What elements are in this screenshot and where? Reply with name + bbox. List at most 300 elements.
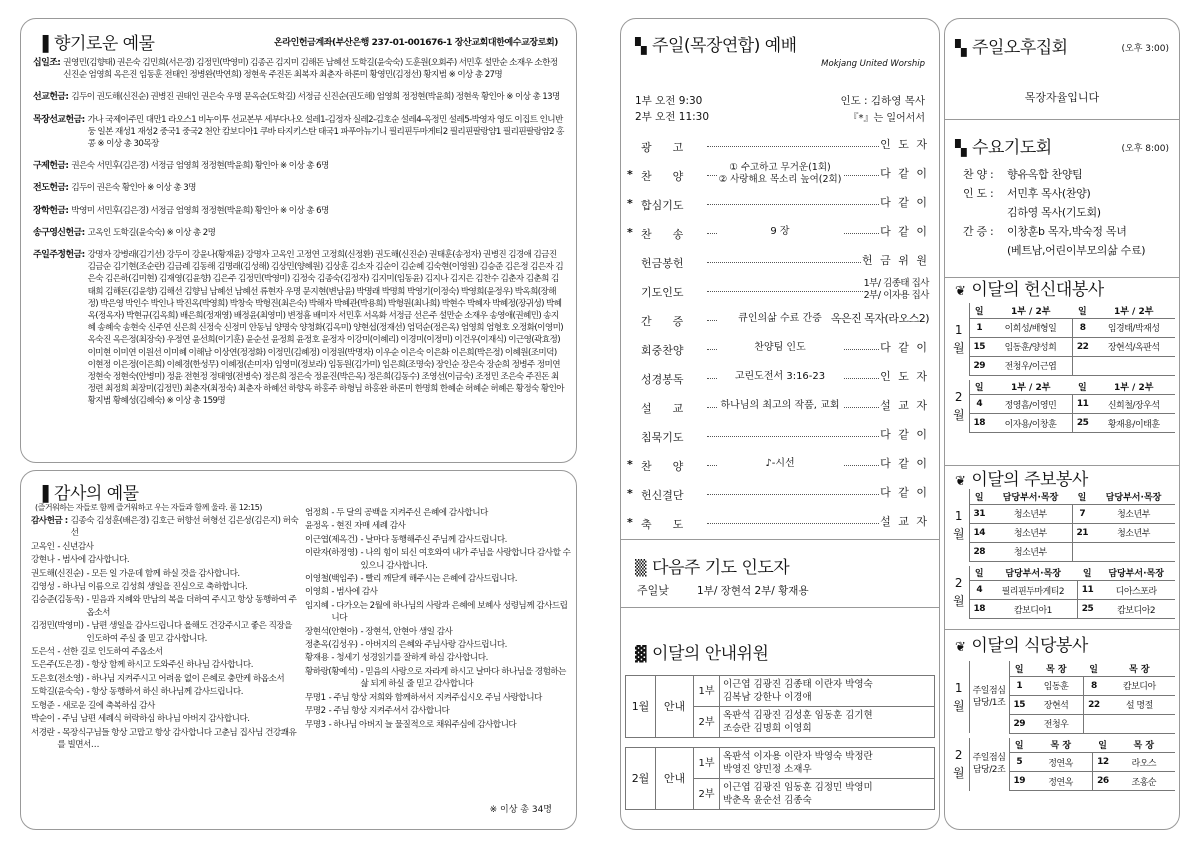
dots-icon: ▚ [955, 139, 967, 157]
service-month: 2 월 [949, 738, 969, 791]
thanks-name: 이근엽(제옥건) [305, 534, 358, 545]
thanks-text: - 믿음과 지혜와 만남의 복을 더하여 주시고 항상 동행하여 주옵소서 [86, 595, 297, 618]
worship-subtitle: Mokjang United Worship [821, 59, 925, 69]
service-cell: 신희철/장우석 [1092, 395, 1175, 414]
order-row [621, 218, 939, 247]
service-cell: 15 [969, 337, 989, 356]
thanks-text: - 주님 남편 세례식 허락하심 하나님 아버지 감사합니다. [57, 714, 250, 725]
service-cell: 임동훈/양성희 [989, 337, 1072, 356]
order-row [621, 421, 939, 450]
service-row [949, 504, 1175, 523]
service-cell: 7 [1072, 504, 1092, 523]
service-cell: 설 명절 [1104, 695, 1175, 714]
service-cell [1072, 356, 1092, 375]
thanks-item [305, 534, 571, 546]
service-head: 목 장 [1029, 661, 1084, 676]
offering-names: 김두이 권은숙 황인아 ※ 이상 총 3명 [71, 183, 196, 194]
order-star: * [627, 168, 633, 181]
service-head-row [949, 380, 1175, 395]
usher-names: 이근엽 김광진 임동훈 김정민 박영미 박춘옥 윤순선 김종숙 [720, 779, 935, 810]
order-name: 침묵기도 [641, 431, 684, 444]
service-row [949, 414, 1175, 433]
hatch-icon: ▒ [635, 559, 647, 577]
order-star: * [627, 226, 633, 239]
service-cell: 8 [1072, 318, 1092, 337]
service-head: 1부 / 2부 [1092, 380, 1175, 395]
service-cell [1104, 714, 1175, 733]
thanks-text: - 하나님 이름으로 김성희 생일을 진심으로 축하합니다. [57, 582, 248, 593]
service-cell: 29 [1009, 714, 1029, 733]
next-prayer-label: 주일낮 [637, 584, 669, 597]
order-star: * [627, 516, 633, 529]
order-name: 찬 양 [641, 170, 684, 183]
service-head: 일 [1009, 661, 1029, 676]
service-head: 일 [969, 489, 989, 504]
dining-heading: ❦ 이달의 식당봉사 [955, 636, 1088, 656]
offering-row [33, 91, 565, 103]
service-cell: 22 [1084, 695, 1104, 714]
service-cell: 18 [969, 414, 989, 433]
service-head-row [949, 303, 1175, 318]
order-name: 찬 양 [641, 460, 684, 473]
wed-label [963, 203, 1007, 222]
thanks-text: 김종숙 김성훈(배은경) 김호근 허향선 허형선 김은성(김은지) 허숙선 [70, 516, 299, 539]
thanks-name: 도은호(전소영) [31, 673, 84, 684]
service-head: 1부 / 2부 [989, 380, 1072, 395]
service-head: 일 [1072, 489, 1092, 504]
thanks-text: - 범사에 감사 [331, 587, 378, 598]
service-head: 일 [1077, 566, 1097, 581]
service-cell: 11 [1077, 581, 1097, 600]
service-cell [1084, 714, 1104, 733]
thanks-item [305, 520, 571, 532]
thanks-text: - 선한 길로 인도하여 주옵소서 [57, 647, 163, 658]
thanks-name: 권도해(신진순) [31, 568, 84, 579]
service-cell: 25 [1072, 414, 1092, 433]
offering-label: 선교헌금: [33, 92, 69, 103]
service-cell: 21 [1072, 523, 1092, 542]
thanks-text: - 항상 함께 하시고 도와주신 하나님 감사합니다. [86, 660, 253, 671]
order-name: 회중찬양 [641, 344, 684, 357]
wed-line [963, 184, 1173, 203]
service-row [949, 542, 1175, 561]
service-cell: 전청우 [1029, 714, 1084, 733]
order-row [621, 247, 939, 276]
service-cell: 25 [1077, 600, 1097, 619]
offering-row [33, 160, 565, 172]
offering-names: 권은숙 서민후(김은경) 서정금 엄영희 정정현(박윤희) 황인아 ※ 이상 총 6명 [71, 161, 329, 172]
service-label: 주일점심 담당/2조 [969, 738, 1009, 791]
service-cell: 청소년부 [989, 504, 1072, 523]
thanks-text: - 빨리 깨닫게 해주시는 은혜에 감사드립니다. [360, 574, 517, 585]
service-cell: 11 [1072, 395, 1092, 414]
order-name: 합심기도 [641, 199, 684, 212]
service-month: 1 월 [949, 661, 969, 733]
service-head: 담당부서·목장 [1092, 489, 1175, 504]
usher-names: 이근엽 김광진 김종태 이란자 박영숙 김복남 강한나 이경애 [720, 676, 935, 707]
thanks-item [31, 686, 299, 698]
order-dots [707, 291, 879, 292]
offering-label: 십일조: [33, 58, 61, 68]
order-person: 다 같 이 [880, 167, 929, 180]
order-name: 헌신결단 [641, 489, 684, 502]
service-cell: 캄보디아1 [989, 600, 1077, 619]
order-row [621, 479, 939, 508]
service-cell: 1 [1009, 676, 1029, 695]
order-content: 고린도전서 3:16-23 [717, 371, 843, 383]
order-row [621, 189, 939, 218]
service-head-row [949, 566, 1175, 581]
wed-line [963, 222, 1173, 241]
thanks-name: 이영철(백임주) [305, 574, 358, 585]
offering-row [33, 182, 565, 194]
service-cell: 전청우/이근엽 [989, 356, 1072, 375]
thanks-text: - 모든 일 가운데 함께 하실 것을 감사합니다. [86, 568, 240, 579]
order-name: 성경봉독 [641, 373, 684, 386]
order-content: 찬양팀 인도 [717, 342, 843, 354]
thanks-item [31, 727, 299, 752]
worship-panel [620, 18, 940, 830]
wednesday-time: (오후 8:00) [1121, 144, 1169, 154]
order-person: 다 같 이 [880, 457, 929, 470]
service-cell: 26 [1093, 772, 1113, 791]
thanks-name: 도은석 [31, 647, 55, 658]
thanks-text: - 나의 힘이 되신 여호와여 내가 주님을 사랑합니다 감사할 수 있으니 감사합니다. [360, 548, 571, 571]
service-cell: 장현석/옥판석 [1092, 337, 1175, 356]
offering-row [33, 205, 565, 217]
thanks-text: - 날마다 동행해주신 주님께 감사드립니다. [360, 534, 507, 545]
service-head-row [949, 738, 1175, 753]
offering-list [33, 57, 565, 408]
service-cell [1092, 542, 1175, 561]
service-cell: 5 [1009, 753, 1029, 772]
order-person: 다 같 이 [880, 225, 929, 238]
thanks-left-column [31, 515, 299, 752]
order-person: 설 교 자 [880, 515, 929, 528]
offering-row [33, 57, 565, 81]
account-info: 온라인헌금계좌(부산은행 237-01-001676-1 장산교회대한예수교장로회) [273, 38, 558, 48]
order-row [621, 276, 939, 305]
wed-label: 찬 양 : [963, 168, 994, 181]
offering-row [33, 114, 565, 151]
thanks-item [31, 646, 299, 658]
service-time-2: 2부 오전 11:30 [635, 111, 710, 123]
service-cell: 14 [969, 523, 989, 542]
service-row [949, 600, 1175, 619]
service-cell: 장현석 [1029, 695, 1084, 714]
wed-text: (베트남,어린이부모의삶 수료) [1007, 244, 1146, 257]
thanks-item [305, 666, 571, 691]
service-cell: 임경태/박재성 [1092, 318, 1175, 337]
service-cell: 19 [1009, 772, 1029, 791]
thanks-item [305, 573, 571, 585]
service-row [949, 337, 1175, 356]
service-cell: 31 [969, 504, 989, 523]
wed-line [963, 203, 1173, 222]
thanks-item [31, 568, 299, 580]
order-dots [707, 494, 879, 495]
thanks-text: - 주님 항상 저희와 함께하셔서 지켜주십시오 주님 사랑합니다 [328, 692, 542, 703]
service-month: 2 월 [949, 566, 969, 619]
order-row [621, 131, 939, 160]
thanks-item [31, 700, 299, 712]
thanks-text: - 현진 자매 세례 감사 [331, 521, 406, 532]
thanks-name: 임지혜 [305, 600, 329, 611]
thanks-item [31, 541, 299, 553]
thanks-name: 윤정옥 [305, 521, 329, 532]
wednesday-lines [963, 165, 1173, 260]
thanks-text: - 남편 생일을 감사드립니다 올해도 건강주시고 좋은 직장을 인도하여 주실 줄 믿고 감사합니다. [86, 621, 292, 644]
service-cell: 황재용/이태훈 [1092, 414, 1175, 433]
thanks-text: - 하나님 아버지 늘 물질적으로 채워주심에 감사합니다 [328, 719, 517, 730]
usher-gap [626, 738, 935, 748]
service-table [949, 738, 1175, 792]
thanks-item [305, 652, 571, 664]
thanks-item [31, 594, 299, 619]
usher-month: 2월 [626, 748, 656, 810]
order-star: * [627, 487, 633, 500]
order-star: * [627, 197, 633, 210]
standing-note: 『*』는 일어서서 [848, 113, 925, 124]
thanks-text: - 하나님 지켜주시고 어려움 없이 은혜로 충만케 하옵소서 [86, 673, 285, 684]
devotion-table [949, 303, 1175, 437]
service-row [949, 523, 1175, 542]
leaf-icon: ❦ [955, 640, 966, 655]
thanks-item [305, 692, 571, 704]
service-cell: 청소년부 [1092, 523, 1175, 542]
service-cell: 정영흠/이영민 [989, 395, 1072, 414]
service-label: 주일점심 담당/1조 [969, 661, 1009, 733]
ushers-table [625, 675, 935, 810]
service-cell [1092, 356, 1175, 375]
service-cell: 1 [969, 318, 989, 337]
order-person: 설 교 자 [880, 399, 929, 412]
thanks-item [31, 554, 299, 566]
order-name: 광 고 [641, 141, 684, 154]
thanks-item [31, 673, 299, 685]
offering-label: 목장선교헌금: [33, 114, 85, 125]
service-head: 일 [1009, 738, 1029, 753]
thanks-name: 황하랑(황예석) [305, 666, 358, 677]
order-content: ♪-시선 [717, 458, 843, 470]
offering-label: 구제헌금: [33, 161, 69, 172]
afternoon-heading: ▚ 주일오후집회 [955, 38, 1068, 58]
order-row [621, 508, 939, 537]
hatch-icon: ▓ [635, 645, 647, 663]
thanks-text: - 목장식구님들 항상 고맙고 항상 감사합니다 고춘님 집사님 건강쾌유를 빌면서… [57, 727, 297, 750]
order-person: 인 도 자 [880, 138, 929, 151]
wed-label [963, 241, 1007, 260]
afternoon-text: 목장자율입니다 [1024, 91, 1100, 104]
service-cell: 청소년부 [989, 523, 1072, 542]
service-cell: 이자용/이창훈 [989, 414, 1072, 433]
service-head: 1부 / 2부 [989, 303, 1072, 318]
order-dots [707, 436, 879, 437]
service-cell: 12 [1093, 753, 1113, 772]
order-row [621, 160, 939, 189]
thanks-name: 박순이 [31, 714, 55, 725]
order-person: 헌 금 위 원 [862, 254, 929, 267]
order-row [621, 392, 939, 421]
order-name: 간 증 [641, 315, 684, 328]
thanks-text: - 새로운 길에 축복하심 감사 [57, 700, 155, 711]
service-table [949, 303, 1175, 376]
wed-text: 김하영 목사(기도회) [1007, 206, 1101, 219]
usher-row [626, 676, 935, 707]
service-cell: 임동훈 [1029, 676, 1084, 695]
usher-row [626, 748, 935, 779]
order-person: 1부/ 김종태 집사 2부/ 이자용 집사 [863, 278, 929, 301]
order-person: 옥은진 목자(라오스2) [830, 312, 929, 325]
wed-text: 향유옥합 찬양팀 [1007, 168, 1083, 181]
usher-gap-cell [626, 738, 935, 748]
usher-part: 2부 [694, 707, 720, 738]
order-row [621, 334, 939, 363]
thanks-name: 김정민(박영미) [31, 621, 84, 632]
bulletin-heading: ❦ 이달의 주보봉사 [955, 470, 1088, 490]
thanks-item [31, 713, 299, 725]
thanks-text: - 다가오는 2월에 하나님의 사랑과 은혜에 보혜사 성령님께 감사드립니다 [331, 600, 568, 624]
service-cell [1072, 542, 1092, 561]
thanks-item [31, 620, 299, 645]
thanks-verse: (즐거워하는 자들로 함께 즐거워하고 우는 자들과 함께 울라. 롬 12:15) [35, 503, 262, 512]
service-cell: 캄보디아2 [1097, 600, 1175, 619]
ushers-heading: ▓ 이달의 안내위원 [635, 644, 769, 664]
service-head: 담당부서·목장 [1097, 566, 1175, 581]
offering-names: 고옥인 도학길(윤숙숙) ※ 이상 총 2명 [87, 227, 216, 238]
order-dots [707, 523, 879, 524]
order-person: 다 같 이 [880, 341, 929, 354]
order-person: 다 같 이 [880, 428, 929, 441]
order-row [621, 450, 939, 479]
service-cell: 18 [969, 600, 989, 619]
dots-icon: ▚ [955, 39, 967, 57]
service-head: 일 [1093, 738, 1113, 753]
order-content: ① 수고하고 무거운(1회) ② 사랑해요 목소리 높여(2회) [718, 162, 842, 185]
service-cell: 4 [969, 395, 989, 414]
usher-role: 안내 [656, 748, 694, 810]
usher-part: 1부 [694, 676, 720, 707]
thanks-text: - 믿음의 사랑으로 자라게 하시고 날마다 하나님을 경험하는 삶 되게 하실 줄 믿고 감사합니다 [360, 666, 566, 690]
thanks-text: - 아버지의 은혜와 주님사랑 감사드립니다. [360, 640, 507, 651]
order-name: 헌금봉헌 [641, 257, 684, 270]
offering-label: 송구영신헌금: [33, 227, 85, 238]
order-name: 축 도 [641, 518, 684, 531]
order-dots [707, 262, 879, 263]
thanks-name: 감사헌금 : [31, 516, 68, 526]
service-cell: 28 [969, 542, 989, 561]
wed-line [963, 241, 1173, 260]
thanks-name: 강현나 [31, 555, 55, 566]
service-cell: 라오스 [1113, 753, 1175, 772]
thanks-text: - 항상 동행하셔 하신 하나님께 감사드립니다. [86, 687, 243, 698]
service-head-row [949, 489, 1175, 504]
service-cell: 15 [1009, 695, 1029, 714]
thanks-name: 도학길(윤숙숙) [31, 687, 84, 698]
service-table [949, 566, 1175, 620]
service-row [949, 318, 1175, 337]
order-dots [707, 146, 879, 147]
dots-icon: ▚ [635, 37, 647, 55]
thanks-item [305, 639, 571, 651]
order-name: 찬 송 [641, 228, 684, 241]
thanks-text: - 청세기 성경읽기를 잘하게 하심 감사합니다. [331, 653, 488, 664]
bulletin-table [949, 489, 1175, 623]
afternoon-time: (오후 3:00) [1121, 44, 1169, 54]
worship-heading: ▚ 주일(목장연합) 예배 [635, 36, 797, 56]
service-cell: 조홍순 [1113, 772, 1175, 791]
usher-month: 1월 [626, 676, 656, 738]
service-head-row [949, 661, 1175, 676]
schedule-panel [944, 18, 1180, 830]
service-cell: 29 [969, 356, 989, 375]
thanks-text: - 장현석, 안현아 생일 감사 [360, 626, 453, 637]
wed-label: 인 도 : [963, 187, 994, 200]
service-head: 일 [969, 566, 989, 581]
thanks-name: 도은주(도은경) [31, 660, 84, 671]
service-table [949, 489, 1175, 562]
usher-names: 옥판석 김광진 김성훈 임동훈 김기현 조승란 김명희 이영희 [720, 707, 935, 738]
leaf-icon: ❦ [955, 284, 966, 299]
devotion-heading: ❦ 이달의 헌신대봉사 [955, 280, 1104, 300]
service-head: 1부 / 2부 [1092, 303, 1175, 318]
service-head: 담당부서·목장 [989, 489, 1072, 504]
wed-text: 서민후 목사(찬양) [1007, 187, 1091, 200]
service-head: 일 [1072, 380, 1092, 395]
thanks-total: ※ 이상 총 34명 [489, 805, 552, 815]
thanks-name: 황재용 [305, 653, 329, 664]
offering-row [33, 249, 565, 408]
worship-order [621, 131, 939, 537]
offering-heading: ▐ 향기로운 예물 [37, 34, 155, 54]
thanks-item [305, 547, 571, 572]
service-head: 일 [1084, 661, 1104, 676]
service-head: 목 장 [1113, 738, 1175, 753]
service-table [949, 380, 1175, 434]
thanks-name: 엄정희 [305, 508, 329, 518]
thanks-item [305, 507, 571, 519]
offering-label: 전도헌금: [33, 183, 69, 194]
thanks-name: 정춘옥(김성우) [305, 640, 358, 651]
service-month: 1 월 [949, 489, 969, 561]
offering-names: 가나 국제이주민 대만1 라오스1 비누이투 선교본부 세부다나오 설레1-김정자 실레2-김호순 설레4-옥정민 설레5-박영자 영도 이집트 인니반둥 일본 재성1 재성2 중국1 중국2 천안 캄보디아1 쿠바 타지키스탄 태국1 파푸아뉴기니 필리핀두마게티2 필리핀팔랑얌1 필리핀팔랑얌2 홍콩 ※ 이상 총 30목장 [87, 114, 564, 150]
thanks-item [305, 719, 571, 731]
thanks-heading: ▐ 감사의 예물 [37, 484, 139, 504]
service-head: 일 [969, 303, 989, 318]
order-row [621, 363, 939, 392]
service-month: 2 월 [949, 380, 969, 433]
service-cell: 캄보디아 [1104, 676, 1175, 695]
offering-panel [20, 18, 577, 463]
bars-icon: ▐ [37, 485, 49, 503]
bars-icon: ▐ [37, 35, 49, 53]
service-head: 담당부서·목장 [989, 566, 1077, 581]
service-row [949, 581, 1175, 600]
service-cell: 이희성/배형일 [989, 318, 1072, 337]
service-cell: 디아스포라 [1097, 581, 1175, 600]
service-cell: 8 [1084, 676, 1104, 695]
order-name: 설 교 [641, 402, 684, 415]
wednesday-heading: ▚ 수요기도회 [955, 138, 1052, 158]
service-head: 일 [969, 380, 989, 395]
thanks-item [31, 581, 299, 593]
usher-role: 안내 [656, 676, 694, 738]
thanks-item [31, 659, 299, 671]
thanks-name: 장현석(안현아) [305, 626, 358, 637]
thanks-item [305, 600, 571, 625]
thanks-name: 이란자(하정영) [305, 548, 358, 559]
thanks-name: 김영성 [31, 582, 55, 593]
